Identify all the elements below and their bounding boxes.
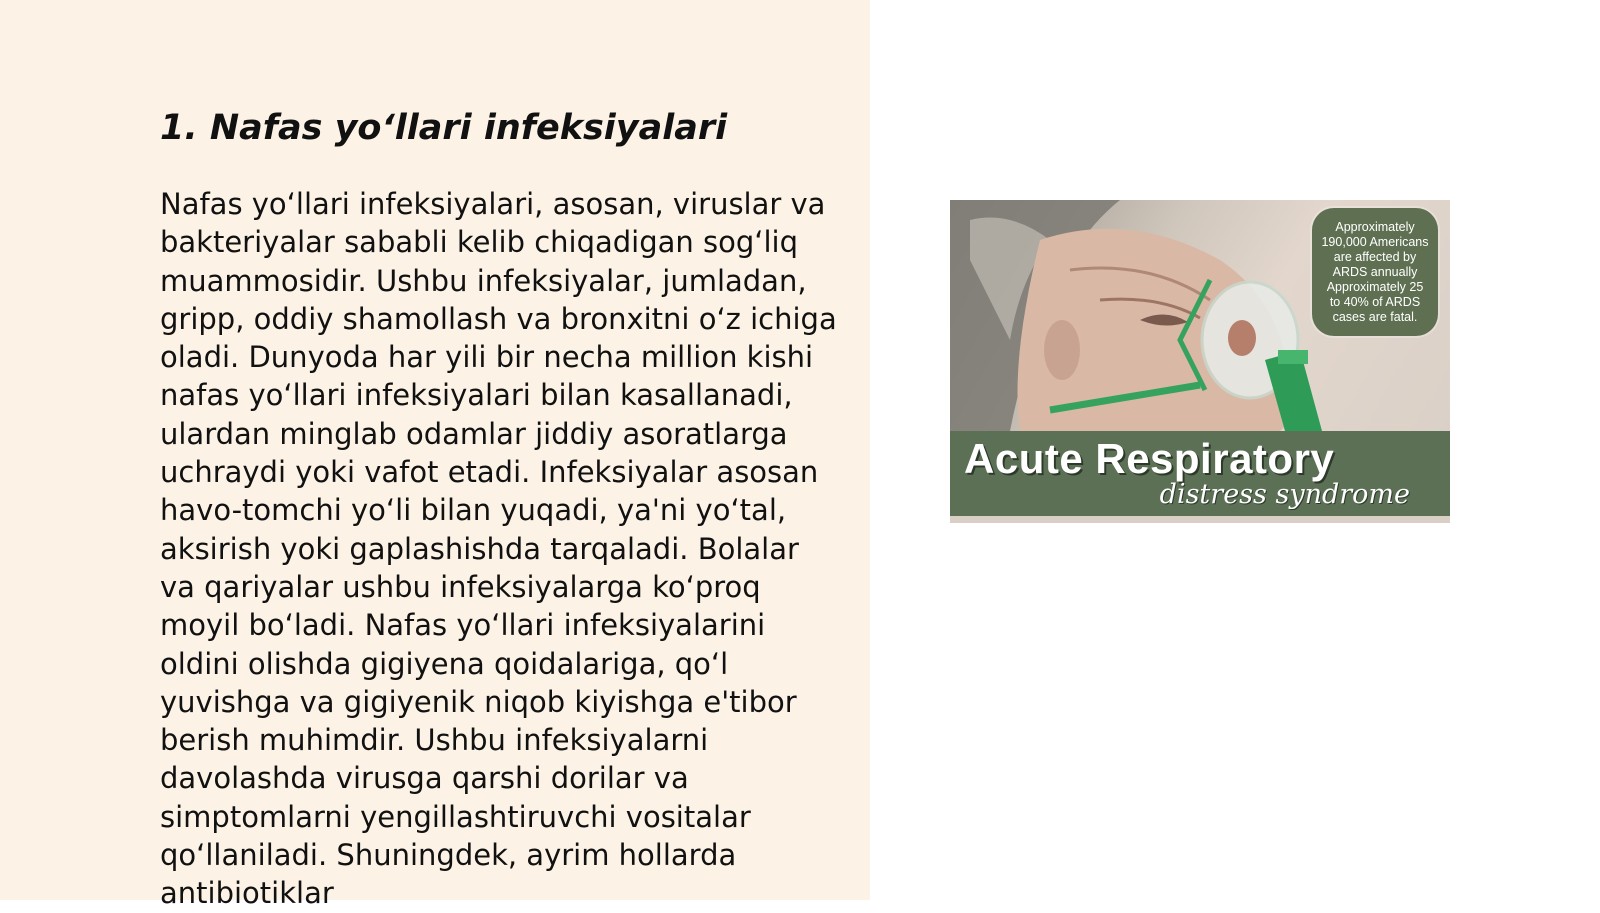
image-title-band bbox=[950, 431, 1450, 516]
image-subtitle: distress syndrome bbox=[1159, 479, 1410, 510]
image-title: Acute Respiratory bbox=[964, 435, 1335, 482]
ards-illustration bbox=[950, 200, 1450, 523]
ards-statistics-badge: Approximately 190,000 Americans are affected by ARDS annually Approximately 25 to 40% of ARDS cases are fatal. bbox=[1312, 208, 1438, 336]
section-body-text: Nafas yoʻllari infeksiyalari, asosan, viruslar va bakteriyalar sababli kelib chiqadigan sogʻliq muammosidir. Ushbu infeksiyalar, jumladan, gripp, oddiy shamollash va bronxitni oʻz ichiga oladi. Dunyoda har yili bir necha million kishi nafas yoʻllari infeksiyalari bilan kasallanadi, ulardan minglab odamlar jiddiy asoratlarga uchraydi yoki vafot etadi. Infeksiyalar asosan havo-tomchi yoʻli bilan yuqadi, ya'ni yoʻtal, aksirish yoki gaplashishda tarqaladi. Bolalar va qariyalar ushbu infeksiyalarga koʻproq moyil boʻladi. Nafas yoʻllari infeksiyalarini oldini olishda gigiyena qoidalariga, qoʻl yuvishga va gigiyenik niqob kiyishga e'tibor berish muhimdir. Ushbu infeksiyalarni davolashda virusga qarshi dorilar va simptomlarni yengillashtiruvchi vositalar qoʻllaniladi. Shuningdek, ayrim hollarda antibiotiklar bbox=[160, 187, 837, 911]
section-heading: 1. Nafas yoʻllari infeksiyalari bbox=[160, 108, 728, 148]
image-bottom-strip bbox=[950, 516, 1450, 523]
